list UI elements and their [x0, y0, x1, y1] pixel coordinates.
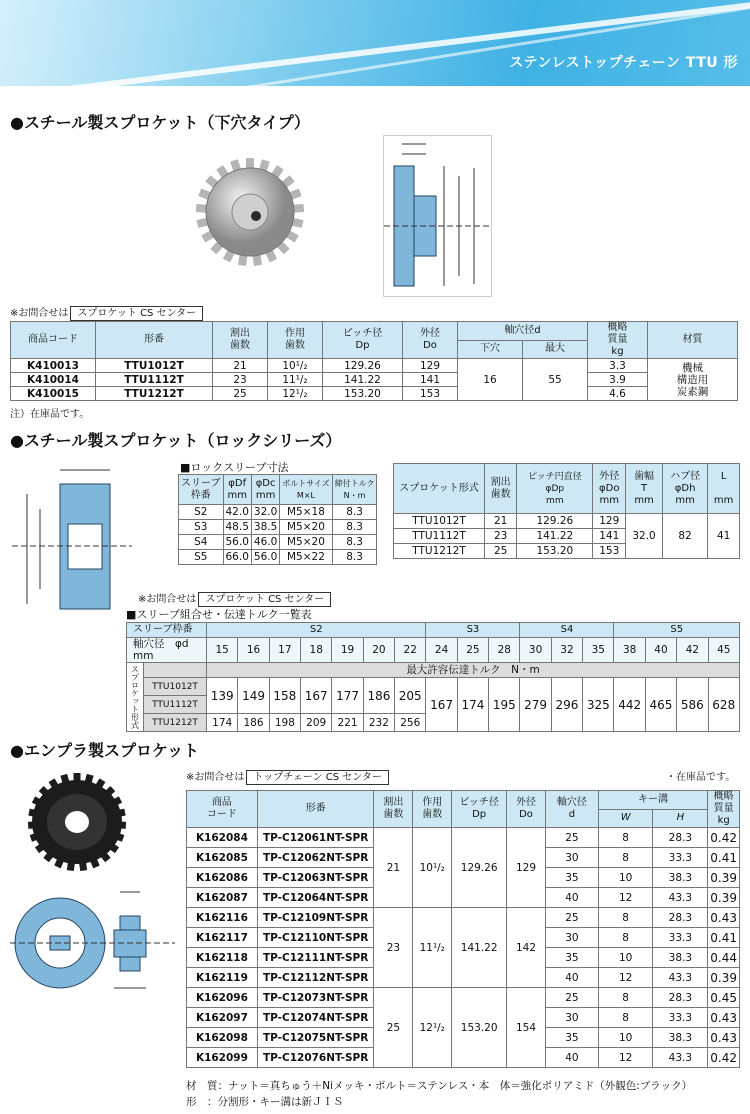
table-cell: 0.39 [708, 968, 740, 988]
plastic-sprocket-table [186, 790, 740, 1068]
table-cell: 25 [545, 828, 598, 848]
sp-width-cell: 32.0 [626, 514, 663, 559]
torque-cell: 174 [457, 678, 488, 732]
th-p-bore: 軸穴径 d [545, 791, 598, 828]
lock-sprocket-table [393, 463, 740, 559]
th-dc: φDc mm [251, 475, 279, 505]
table-cell: 12 [598, 888, 653, 908]
th-sp-model: スプロケット形式 [394, 464, 485, 514]
eff-cell: 10¹/₂ [268, 359, 323, 373]
torque-cell: 158 [269, 678, 300, 714]
th-p-pitch: ピッチ径 Dp [452, 791, 507, 828]
sleeve-cell: S5 [179, 550, 224, 565]
torque-cell: 195 [489, 678, 520, 732]
table-cell: 8 [598, 988, 653, 1008]
table-cell: TP-C12063NT-SPR [257, 868, 374, 888]
lock-sprocket-drawing [12, 464, 132, 616]
table-cell: 38.3 [653, 1028, 708, 1048]
torque-cell: 628 [708, 678, 740, 732]
table-cell: K162085 [187, 848, 258, 868]
sp-cell: 25 [485, 544, 517, 559]
sp-cell: 141.22 [517, 529, 593, 544]
table-cell: TP-C12061NT-SPR [257, 828, 374, 848]
table-cell: 142 [507, 908, 546, 988]
th-sp-pitch: ピッチ円直径 φDp mm [517, 464, 593, 514]
sp-hub-cell: 82 [662, 514, 707, 559]
table-cell: 0.39 [708, 868, 740, 888]
table-cell: 0.43 [708, 1028, 740, 1048]
mass-cell: 4.6 [588, 387, 648, 401]
table-cell: 0.39 [708, 888, 740, 908]
plastic-sprocket-drawing [10, 888, 175, 996]
th-sp-hub: ハブ径 φDh mm [662, 464, 707, 514]
inquiry-contact-box: トップチェーン CS センター [246, 770, 389, 785]
bore-pilot-cell: 16 [458, 359, 523, 401]
table-cell: 33.3 [653, 928, 708, 948]
table-cell: K162119 [187, 968, 258, 988]
dp-cell: 153.20 [323, 387, 403, 401]
th-mass: 概略 質量 kg [588, 322, 648, 359]
inquiry-prefix: ※お問合せは [10, 308, 69, 319]
table-row [187, 988, 740, 1008]
sleeve-cell: S4 [179, 535, 224, 550]
dp-cell: 141.22 [323, 373, 403, 387]
sleeve-cell: 46.0 [251, 535, 279, 550]
torque-cell: 279 [520, 678, 551, 732]
table-cell: 38.3 [653, 868, 708, 888]
section-title-steel-pilot: ●スチール製スプロケット（下穴タイプ） [10, 113, 310, 132]
sleeve-cell: 8.3 [332, 520, 377, 535]
combo-group-s5: S5 [614, 623, 740, 638]
table-cell: 23 [374, 908, 413, 988]
table-cell: 30 [545, 1008, 598, 1028]
table-cell: 8 [598, 848, 653, 868]
table-cell: K162096 [187, 988, 258, 1008]
table-cell: K162116 [187, 908, 258, 928]
banner-streak [0, 0, 750, 86]
table-cell: 129 [507, 828, 546, 908]
model-cell: TTU1212T [96, 387, 213, 401]
combo-bore: 42 [677, 638, 708, 663]
table-cell: 43.3 [653, 888, 708, 908]
table-cell: 0.45 [708, 988, 740, 1008]
table-cell: K162099 [187, 1048, 258, 1068]
th-pitch: ピッチ径 Dp [323, 322, 403, 359]
table-cell: 43.3 [653, 968, 708, 988]
combo-bore: 16 [238, 638, 269, 663]
steel-pilot-table [10, 321, 738, 401]
combo-model: TTU1212T [144, 714, 207, 732]
combo-bore: 45 [708, 638, 740, 663]
combo-bore: 15 [207, 638, 238, 663]
table-cell: TP-C12064NT-SPR [257, 888, 374, 908]
code-cell: K410013 [11, 359, 96, 373]
th-p-outer: 外径 Do [507, 791, 546, 828]
table-cell: 30 [545, 928, 598, 948]
th-code: 商品コード [11, 322, 96, 359]
table-cell: 0.42 [708, 1048, 740, 1068]
dp-cell: 129.26 [323, 359, 403, 373]
combo-sleeve-label: スリーブ枠番 [127, 623, 207, 638]
sp-cell: TTU1012T [394, 514, 485, 529]
table-cell: 141.22 [452, 908, 507, 988]
model-cell: TTU1112T [96, 373, 213, 387]
table-cell: K162098 [187, 1028, 258, 1048]
table-cell: TP-C12062NT-SPR [257, 848, 374, 868]
sleeve-cell: M5×20 [280, 535, 332, 550]
sleeve-table-title: ■ロックスリーブ寸法 [180, 461, 289, 474]
table-cell: 10 [598, 948, 653, 968]
torque-cell: 177 [332, 678, 363, 714]
sleeve-cell: 56.0 [251, 550, 279, 565]
th-df: φDf mm [223, 475, 251, 505]
table-cell: 33.3 [653, 848, 708, 868]
table-cell: TP-C12074NT-SPR [257, 1008, 374, 1028]
inquiry-note [186, 768, 389, 785]
th-model: 形番 [96, 322, 213, 359]
steel-sprocket-photo [196, 158, 304, 266]
th-p-mass: 概略 質量 kg [708, 791, 740, 828]
table-cell: 8 [598, 828, 653, 848]
th-sp-width: 歯幅 T mm [626, 464, 663, 514]
sleeve-cell: M5×20 [280, 520, 332, 535]
table-row [187, 828, 740, 848]
table-cell: 153.20 [452, 988, 507, 1068]
torque-cell: 167 [301, 678, 332, 714]
th-material: 材質 [648, 322, 738, 359]
stock-footnote: 注）在庫品です。 [10, 409, 90, 420]
inquiry-prefix: ※お問合せは [138, 594, 197, 605]
table-cell: 40 [545, 1048, 598, 1068]
combo-bore: 35 [583, 638, 614, 663]
combo-bore: 22 [395, 638, 426, 663]
do-cell: 141 [403, 373, 458, 387]
th-sp-l: L mm [708, 464, 740, 514]
table-cell: 0.43 [708, 908, 740, 928]
combo-group-s4: S4 [520, 623, 614, 638]
sleeve-cell: 8.3 [332, 535, 377, 550]
table-cell: 12 [598, 968, 653, 988]
table-cell: 0.43 [708, 1008, 740, 1028]
th-bore-max: 最大 [523, 340, 588, 359]
torque-cell: 198 [269, 714, 300, 732]
torque-cell: 186 [238, 714, 269, 732]
eff-cell: 12¹/₂ [268, 387, 323, 401]
material-line: 材 質：ナット＝真ちゅう＋Niメッキ・ボルト＝ステンレス・本 体＝強化ポリアミド（外観色:ブラック） [186, 1080, 693, 1092]
code-cell: K410014 [11, 373, 96, 387]
table-cell: 28.3 [653, 828, 708, 848]
sleeve-cell: 66.0 [223, 550, 251, 565]
combo-bore-label: 軸穴径 φd mm [127, 638, 207, 663]
torque-cell: 139 [207, 678, 238, 714]
sp-cell: 129.26 [517, 514, 593, 529]
th-p-key-w: W [598, 809, 653, 828]
steel-sprocket-drawing [383, 135, 492, 297]
torque-cell: 296 [551, 678, 582, 732]
sp-cell: 23 [485, 529, 517, 544]
th-outer: 外径 Do [403, 322, 458, 359]
plastic-sprocket-photo [22, 772, 132, 872]
torque-cell: 205 [395, 678, 426, 714]
table-cell: 12¹/₂ [413, 988, 452, 1068]
sp-cell: 141 [593, 529, 626, 544]
table-cell: 33.3 [653, 1008, 708, 1028]
table-cell: K162084 [187, 828, 258, 848]
sleeve-cell: S3 [179, 520, 224, 535]
th-p-code: 商品 コード [187, 791, 258, 828]
th-sleeve: スリーブ 枠番 [179, 475, 224, 505]
sp-cell: TTU1112T [394, 529, 485, 544]
header-banner [0, 0, 750, 86]
mass-cell: 3.3 [588, 359, 648, 373]
torque-cell: 325 [583, 678, 614, 732]
table-cell: 8 [598, 928, 653, 948]
table-cell: 12 [598, 1048, 653, 1068]
sp-cell: 153.20 [517, 544, 593, 559]
table-cell: 40 [545, 888, 598, 908]
bore-max-cell: 55 [523, 359, 588, 401]
table-cell: TP-C12109NT-SPR [257, 908, 374, 928]
th-p-key-h: H [653, 809, 708, 828]
eff-cell: 11¹/₂ [268, 373, 323, 387]
table-cell: K162118 [187, 948, 258, 968]
torque-cell: 167 [426, 678, 457, 732]
combo-torque-label: 最大許容伝達トルク N・m [207, 663, 740, 678]
th-p-key: キー溝 [598, 791, 707, 810]
section-title-plastic: ●エンプラ製スプロケット [10, 741, 200, 760]
table-cell: 25 [374, 988, 413, 1068]
sp-cell: 153 [593, 544, 626, 559]
combo-bore: 28 [489, 638, 520, 663]
table-cell: 11¹/₂ [413, 908, 452, 988]
combo-group-s2: S2 [207, 623, 426, 638]
combo-bore: 32 [551, 638, 582, 663]
combo-bore: 38 [614, 638, 645, 663]
code-cell: K410015 [11, 387, 96, 401]
table-cell: TP-C12075NT-SPR [257, 1028, 374, 1048]
table-cell: 0.41 [708, 928, 740, 948]
table-cell: 0.44 [708, 948, 740, 968]
table-cell: 28.3 [653, 988, 708, 1008]
combo-bore: 20 [363, 638, 394, 663]
sp-cell: 129 [593, 514, 626, 529]
table-cell: 154 [507, 988, 546, 1068]
teeth-cell: 25 [213, 387, 268, 401]
table-cell: TP-C12111NT-SPR [257, 948, 374, 968]
th-teeth: 割出 歯数 [213, 322, 268, 359]
th-sp-teeth: 割出 歯数 [485, 464, 517, 514]
table-cell: 43.3 [653, 1048, 708, 1068]
combo-torque-table [126, 622, 740, 732]
sleeve-cell: M5×22 [280, 550, 332, 565]
do-cell: 129 [403, 359, 458, 373]
sp-cell: 21 [485, 514, 517, 529]
table-cell: 8 [598, 908, 653, 928]
table-cell: 38.3 [653, 948, 708, 968]
torque-cell: 465 [645, 678, 676, 732]
teeth-cell: 23 [213, 373, 268, 387]
stock-note: ・在庫品です。 [666, 772, 736, 783]
inquiry-contact-box: スプロケット CS センター [70, 306, 203, 321]
do-cell: 153 [403, 387, 458, 401]
table-cell: 10 [598, 1028, 653, 1048]
mass-cell: 3.9 [588, 373, 648, 387]
sleeve-cell: 32.0 [251, 505, 279, 520]
torque-cell: 442 [614, 678, 645, 732]
th-bore-pilot: 下穴 [458, 340, 523, 359]
table-cell: 10¹/₂ [413, 828, 452, 908]
combo-bore: 19 [332, 638, 363, 663]
sleeve-cell: S2 [179, 505, 224, 520]
sleeve-cell: 38.5 [251, 520, 279, 535]
banner-streak [0, 0, 750, 86]
model-cell: TTU1012T [96, 359, 213, 373]
torque-cell: 221 [332, 714, 363, 732]
table-cell: K162097 [187, 1008, 258, 1028]
sleeve-cell: M5×18 [280, 505, 332, 520]
table-cell: 25 [545, 908, 598, 928]
table-cell: TP-C12073NT-SPR [257, 988, 374, 1008]
table-cell: 10 [598, 868, 653, 888]
teeth-cell: 21 [213, 359, 268, 373]
inquiry-prefix: ※お問合せは [186, 772, 245, 783]
combo-group-s3: S3 [426, 623, 520, 638]
th-p-teeth: 割出 歯数 [374, 791, 413, 828]
torque-cell: 256 [395, 714, 426, 732]
combo-bore: 40 [645, 638, 676, 663]
torque-cell: 186 [363, 678, 394, 714]
table-cell: 30 [545, 848, 598, 868]
torque-cell: 586 [677, 678, 708, 732]
th-effective: 作用 歯数 [268, 322, 323, 359]
th-sp-outer: 外径 φDo mm [593, 464, 626, 514]
combo-bore: 30 [520, 638, 551, 663]
th-p-model: 形番 [257, 791, 374, 828]
combo-side-label: スプロケット形式 [127, 663, 144, 732]
table-cell: 35 [545, 1028, 598, 1048]
table-cell: K162086 [187, 868, 258, 888]
torque-cell: 209 [301, 714, 332, 732]
banner-title: ステンレストップチェーン TTU 形 [509, 55, 738, 71]
sp-cell: TTU1212T [394, 544, 485, 559]
combo-table-title: ■スリーブ組合せ・伝達トルク一覧表 [126, 608, 312, 621]
table-cell: 28.3 [653, 908, 708, 928]
inquiry-note [138, 590, 331, 607]
table-cell: TP-C12076NT-SPR [257, 1048, 374, 1068]
table-cell: 129.26 [452, 828, 507, 908]
table-cell: 35 [545, 948, 598, 968]
inquiry-contact-box: スプロケット CS センター [198, 592, 331, 607]
combo-bore: 17 [269, 638, 300, 663]
section-title-steel-lock: ●スチール製スプロケット（ロックシリーズ） [10, 431, 342, 450]
torque-cell: 149 [238, 678, 269, 714]
sleeve-cell: 48.5 [223, 520, 251, 535]
table-cell: 21 [374, 828, 413, 908]
combo-model: TTU1112T [144, 696, 207, 714]
sleeve-dimension-table [178, 474, 377, 565]
inquiry-note [10, 304, 203, 321]
combo-bore: 24 [426, 638, 457, 663]
table-cell: K162087 [187, 888, 258, 908]
table-row [187, 908, 740, 928]
table-cell: 0.41 [708, 848, 740, 868]
table-cell: 35 [545, 868, 598, 888]
th-bore: 軸穴径d [458, 322, 588, 341]
shape-line: 形 ：分割形・キー溝は新ＪＩＳ [186, 1096, 344, 1108]
combo-bore: 18 [301, 638, 332, 663]
sp-l-cell: 41 [708, 514, 740, 559]
combo-model: TTU1012T [144, 678, 207, 696]
sleeve-cell: 8.3 [332, 505, 377, 520]
table-cell: 25 [545, 988, 598, 1008]
th-bolt: ボルトサイズ M×L [280, 475, 332, 505]
table-cell: 0.42 [708, 828, 740, 848]
th-p-eff: 作用 歯数 [413, 791, 452, 828]
sleeve-cell: 8.3 [332, 550, 377, 565]
table-cell: 8 [598, 1008, 653, 1028]
torque-cell: 232 [363, 714, 394, 732]
table-cell: TP-C12112NT-SPR [257, 968, 374, 988]
material-cell: 機械 構造用 炭素鋼 [648, 359, 738, 401]
sleeve-cell: 42.0 [223, 505, 251, 520]
combo-bore: 25 [457, 638, 488, 663]
sleeve-cell: 56.0 [223, 535, 251, 550]
torque-cell: 174 [207, 714, 238, 732]
table-cell: TP-C12110NT-SPR [257, 928, 374, 948]
table-cell: K162117 [187, 928, 258, 948]
table-cell: 40 [545, 968, 598, 988]
th-torque: 締付トルク N・m [332, 475, 377, 505]
